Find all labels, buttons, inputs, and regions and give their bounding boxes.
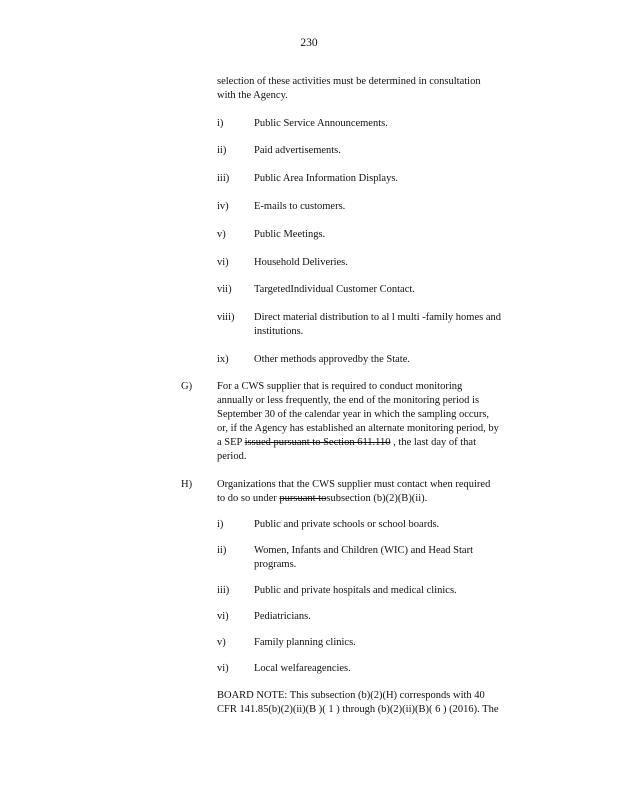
section-h-line-2: [217, 492, 517, 506]
section-h-line-1: Organizations that the CWS supplier must contact when required: [217, 479, 491, 490]
list-item-text: Public Service Announcements.: [254, 118, 388, 129]
list-item-text: TargetedIndividual Customer Contact.: [254, 284, 415, 295]
section-g-line-4: or, if the Agency has established an alternate monitoring period, by: [217, 423, 499, 434]
list-item-label: v): [217, 637, 226, 648]
list-item-text: Public and private hospitals and medical clinics.: [254, 585, 457, 596]
section-g-line-1: For a CWS supplier that is required to conduct monitoring: [217, 381, 463, 392]
section-g-line-5: [217, 436, 517, 450]
list-item-text: Public and private schools or school boards.: [254, 519, 440, 530]
intro-line-1: selection of these activities must be determined in consultation: [217, 76, 481, 87]
list-item-text: Family planning clinics.: [254, 637, 356, 648]
list-item-label: ii): [217, 545, 227, 556]
list-item-text-line-2: programs.: [254, 559, 297, 570]
list-item-text-line-1: Direct material distribution to al l multi -family homes and: [254, 312, 501, 323]
list-item-label: i): [217, 519, 224, 530]
list-item-text: Household Deliveries.: [254, 257, 348, 268]
list-item-label: v): [217, 229, 226, 240]
list-item-label: vi): [217, 663, 229, 674]
list-item-label: ix): [217, 354, 229, 365]
section-h-line-2-pre: to do so under: [217, 493, 280, 504]
list-item-label: ii): [217, 145, 227, 156]
section-label-h: H): [181, 479, 193, 490]
list-item-text: Public Area Information Displays.: [254, 173, 399, 184]
section-g-line-5-pre: a SEP: [217, 437, 245, 448]
list-item-text-line-2: institutions.: [254, 326, 304, 337]
list-item-text: Pediatricians.: [254, 611, 311, 622]
board-note-line-2: CFR 141.85(b)(2)(ii)(B )( 1 ) through (b)(2)(ii)(B)( 6 ) (2016). The: [217, 704, 499, 715]
list-item-text: Public Meetings.: [254, 229, 326, 240]
list-item-text-line-1: Women, Infants and Children (WIC) and Head Start: [254, 545, 474, 556]
list-item-text: Local welfareagencies.: [254, 663, 351, 674]
section-g-line-2: annually or less frequently, the end of the monitoring period is: [217, 395, 480, 406]
list-item-text: E-mails to customers.: [254, 201, 346, 212]
list-item-label: iii): [217, 585, 230, 596]
struck-text: issued pursuant to Section 611.110: [244, 437, 391, 448]
section-g-line-3: September 30 of the calendar year in which the sampling occurs,: [217, 409, 490, 420]
list-item-label: viii): [217, 312, 235, 323]
page-number: 230: [300, 37, 318, 49]
section-h-line-2-post: subsection (b)(2)(B)(ii).: [326, 493, 428, 504]
list-item-text: Paid advertisements.: [254, 145, 341, 156]
section-g-line-5-post: , the last day of that: [390, 437, 476, 448]
list-item-label: vi): [217, 611, 229, 622]
list-item-label: vi): [217, 257, 229, 268]
section-label-g: G): [181, 381, 193, 392]
list-item-label: vii): [217, 284, 232, 295]
list-item-text: Other methods approvedby the State.: [254, 354, 411, 365]
list-item-label: iii): [217, 173, 230, 184]
section-g-line-6: period.: [217, 451, 247, 462]
list-item-label: iv): [217, 201, 229, 212]
struck-text: pursuant to: [279, 493, 327, 504]
intro-line-2: with the Agency.: [217, 90, 288, 101]
board-note-line-1: BOARD NOTE: This subsection (b)(2)(H) corresponds with 40: [217, 690, 485, 701]
list-item-label: i): [217, 118, 224, 129]
